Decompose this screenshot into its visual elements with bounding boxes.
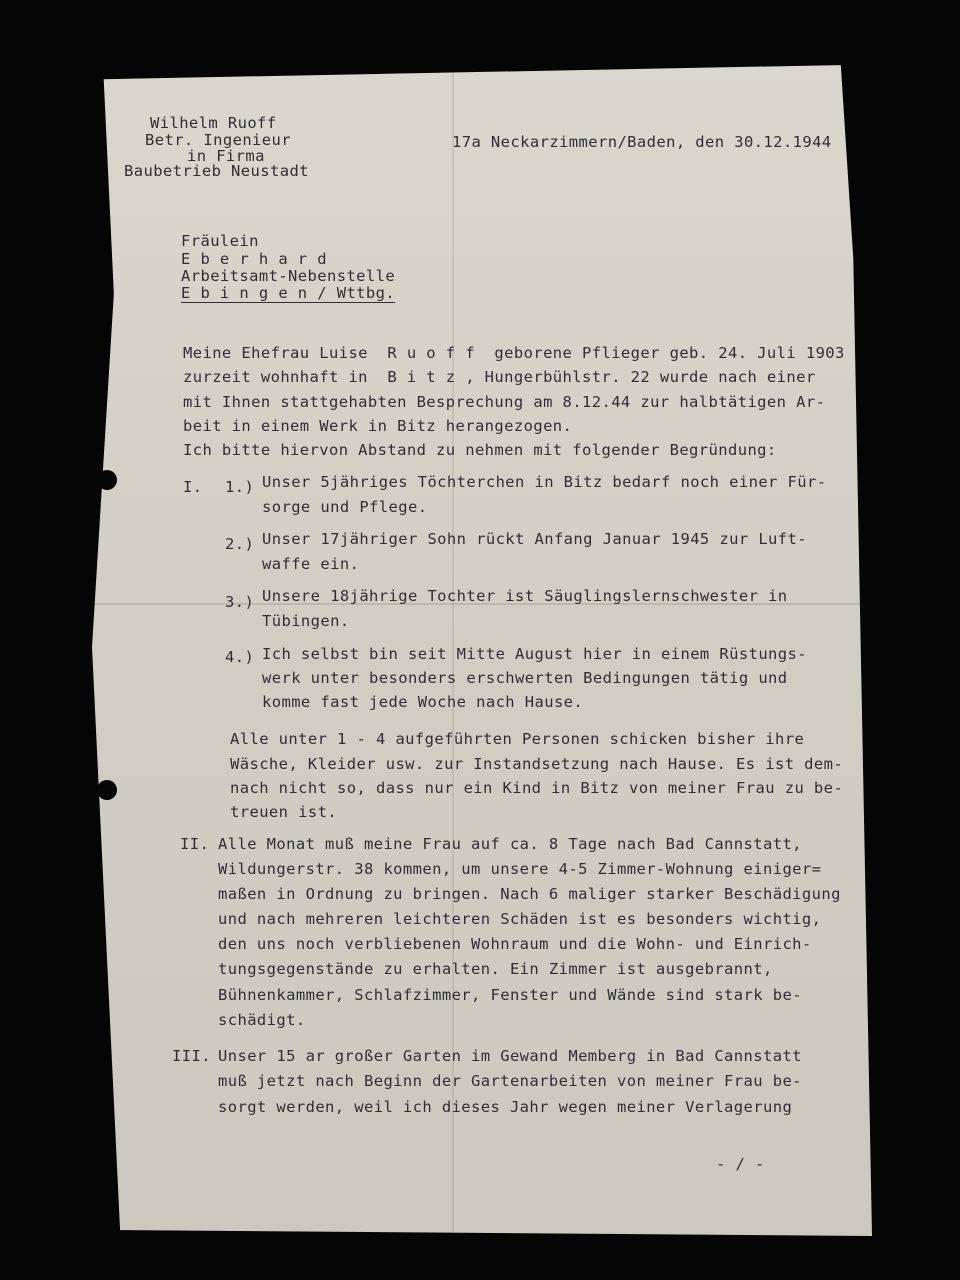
item-number: 2.): [225, 535, 255, 553]
section-iii-line: muß jetzt nach Beginn der Gartenarbeiten von meiner Frau be-: [218, 1072, 802, 1090]
item-line: komme fast jede Woche nach Hause.: [262, 693, 584, 711]
item-line: Ich selbst bin seit Mitte August hier in einem Rüstungs-: [262, 645, 807, 663]
section-i-numeral: I.: [183, 478, 203, 496]
intro-line: Meine Ehefrau Luise R u o f f geborene Pflieger geb. 24. Juli 1903: [183, 344, 845, 362]
item-line: waffe ein.: [262, 555, 360, 573]
item-line: Unser 17jähriger Sohn rückt Anfang Januar 1945 zur Luft-: [262, 530, 807, 548]
item-number: 1.): [225, 478, 255, 496]
recipient-office: Arbeitsamt-Nebenstelle: [181, 267, 396, 285]
section-iii-line: Unser 15 ar großer Garten im Gewand Memberg in Bad Cannstatt: [218, 1047, 802, 1065]
intro-line: zurzeit wohnhaft in B i t z , Hungerbühlstr. 22 wurde nach einer: [183, 368, 816, 386]
sender-title: Betr. Ingenieur: [145, 131, 291, 149]
section-ii-line: Alle Monat muß meine Frau auf ca. 8 Tage nach Bad Cannstatt,: [218, 835, 802, 853]
section-ii-numeral: II.: [180, 835, 210, 853]
item-line: sorge und Pflege.: [262, 498, 428, 516]
intro-line: Ich bitte hiervon Abstand zu nehmen mit folgender Begründung:: [183, 441, 777, 459]
item-line: Tübingen.: [262, 612, 350, 630]
item-number: 3.): [225, 593, 255, 611]
section-ii-line: Wildungerstr. 38 kommen, um unsere 4-5 Zimmer-Wohnung einiger=: [218, 860, 822, 878]
section-ii-line: den uns noch verbliebenen Wohnraum und die Wohn- und Einrich-: [218, 935, 812, 953]
section-ii-line: tungsgegenstände zu erhalten. Ein Zimmer ist ausgebrannt,: [218, 960, 773, 978]
recipient-name: E b e r h a r d: [181, 250, 327, 268]
item-line: Unsere 18jährige Tochter ist Säuglingslernschwester in: [262, 587, 788, 605]
section-ii-line: und nach mehreren leichteren Schäden ist es besonders wichtig,: [218, 910, 822, 928]
sender-firm-prefix: in Firma: [187, 147, 265, 165]
page-continuation-marker: - / -: [716, 1155, 765, 1173]
section-ii-line: Bühnenkammer, Schlafzimmer, Fenster und Wände sind stark be-: [218, 986, 802, 1004]
intro-line: mit Ihnen stattgehabten Besprechung am 8.12.44 zur halbtätigen Ar-: [183, 393, 826, 411]
sender-name: Wilhelm Ruoff: [150, 114, 277, 132]
section-ii-line: schädigt.: [218, 1011, 306, 1029]
item-line: werk unter besonders erschwerten Bedingungen tätig und: [262, 669, 788, 687]
section-ii-line: maßen in Ordnung zu bringen. Nach 6 maliger starker Beschädigung: [218, 885, 841, 903]
section-iii-numeral: III.: [172, 1047, 211, 1065]
punch-hole-top: [97, 470, 117, 490]
place-date: 17a Neckarzimmern/Baden, den 30.12.1944: [452, 133, 832, 151]
item-number: 4.): [225, 648, 255, 666]
recipient-city: E b i n g e n / Wttbg.: [181, 284, 396, 302]
section-iii-line: sorgt werden, weil ich dieses Jahr wegen meiner Verlagerung: [218, 1098, 793, 1116]
summary-line: treuen ist.: [230, 803, 338, 821]
item-line: Unser 5jähriges Töchterchen in Bitz bedarf noch einer Für-: [262, 473, 827, 491]
summary-line: nach nicht so, dass nur ein Kind in Bitz von meiner Frau zu be-: [230, 779, 844, 797]
summary-line: Alle unter 1 - 4 aufgeführten Personen schicken bisher ihre: [230, 730, 805, 748]
summary-line: Wäsche, Kleider usw. zur Instandsetzung nach Hause. Es ist dem-: [230, 755, 844, 773]
punch-hole-bottom: [97, 780, 117, 800]
sender-firm: Baubetrieb Neustadt: [124, 162, 309, 180]
recipient-salutation: Fräulein: [181, 232, 259, 250]
intro-line: beit in einem Werk in Bitz herangezogen.: [183, 417, 573, 435]
